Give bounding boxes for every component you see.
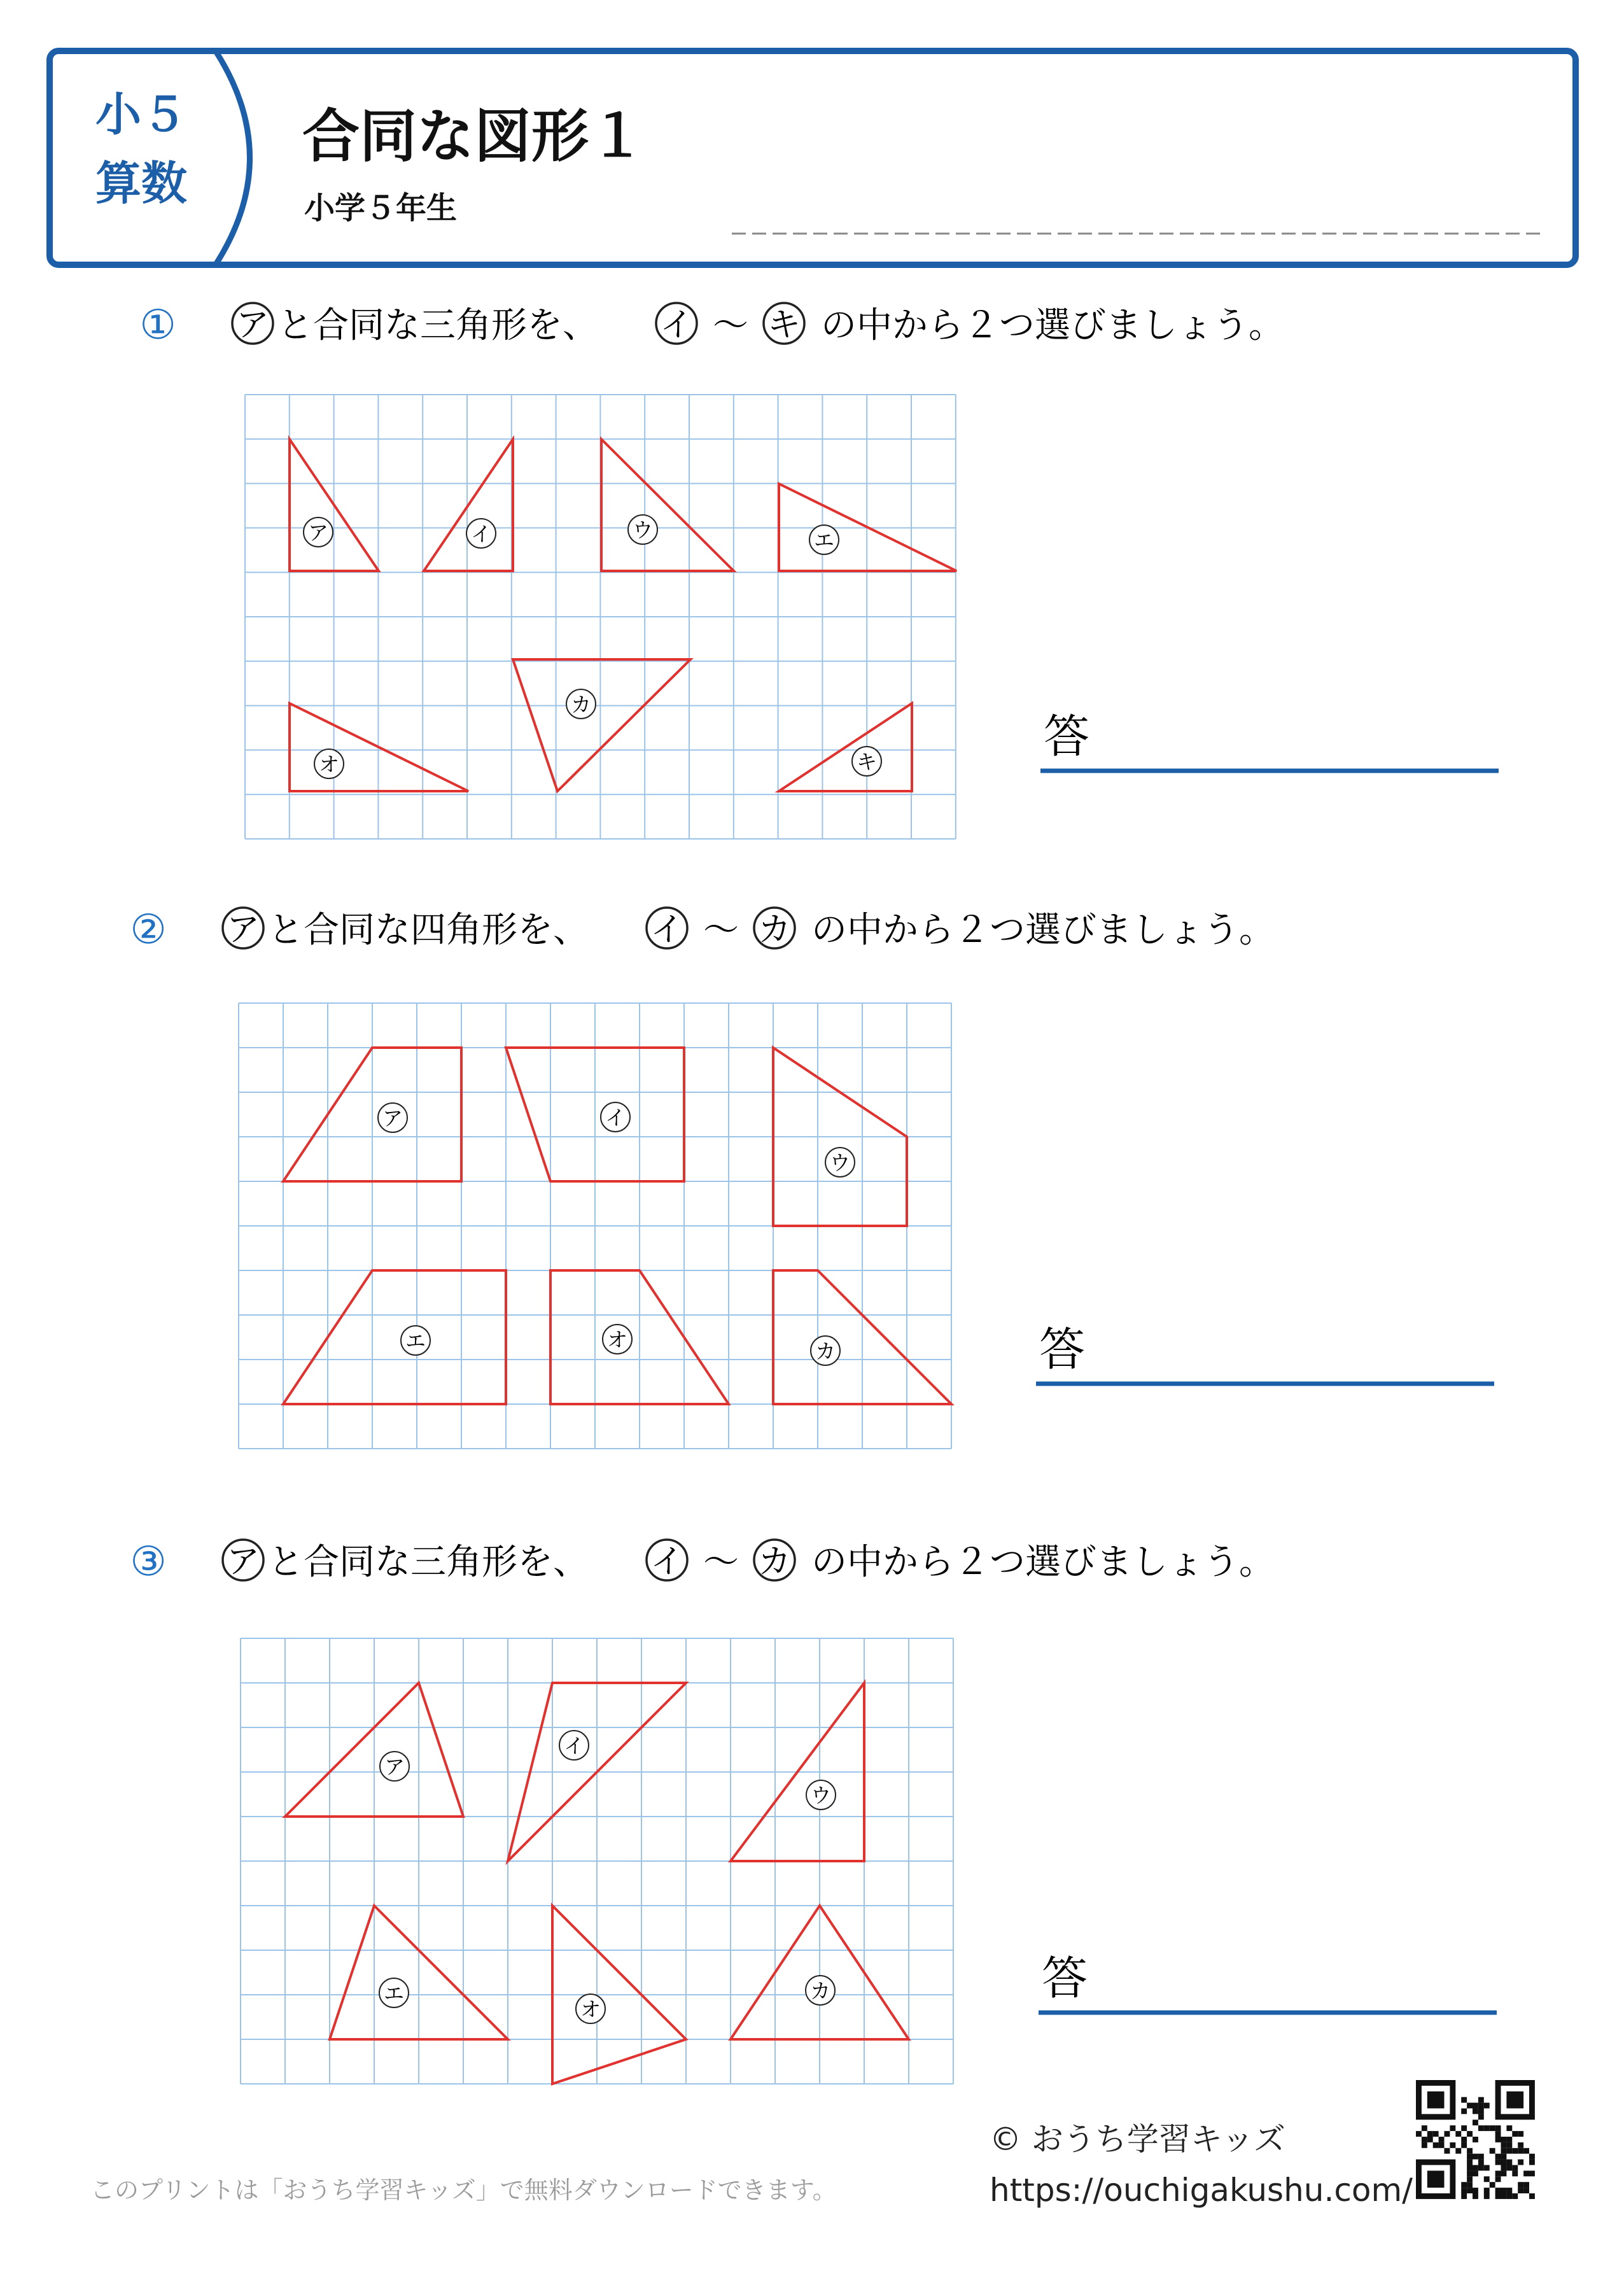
qr-module: [1506, 2188, 1512, 2193]
qr-module: [1495, 2154, 1501, 2160]
qr-module: [1512, 2170, 1518, 2176]
question-text: の中から２つ選びましょう。: [811, 1542, 1275, 1583]
range-tilde: ～: [703, 1542, 739, 1583]
qr-module: [1512, 2131, 1518, 2137]
qr-module: [1461, 2188, 1467, 2193]
shape-ka: [513, 659, 690, 791]
subject-badge: 算数: [95, 157, 188, 210]
qr-module: [1506, 2160, 1512, 2165]
qr-module: [1473, 2120, 1478, 2125]
qr-module: [1518, 2188, 1523, 2193]
qr-module: [1501, 2188, 1507, 2193]
qr-module: [1501, 2148, 1507, 2154]
qr-module: [1512, 2193, 1518, 2199]
qr-module: [1467, 2170, 1473, 2176]
shape-label: エ: [813, 528, 835, 552]
qr-module: [1473, 2170, 1478, 2176]
qr-module: [1478, 2165, 1484, 2171]
header: [50, 51, 1576, 265]
qr-module: [1501, 2154, 1507, 2160]
qr-module: [1467, 2160, 1473, 2165]
footer: [90, 2080, 1535, 2209]
qr-module: [1506, 2148, 1512, 2154]
qr-module: [1495, 2160, 1501, 2165]
qr-module: [1467, 2182, 1473, 2188]
shape-label: ウ: [632, 518, 654, 542]
question-3: [130, 1538, 1497, 2084]
qr-module: [1478, 2097, 1484, 2103]
qr-module: [1523, 2170, 1529, 2176]
qr-module: [1433, 2131, 1439, 2137]
qr-module: [1490, 2182, 1495, 2188]
qr-module: [1512, 2165, 1518, 2171]
shape-label: オ: [318, 752, 340, 777]
shape-label: ア: [382, 1106, 403, 1130]
shape-label: イ: [605, 1106, 626, 1130]
question-2: [130, 906, 1494, 1449]
qr-module: [1501, 2170, 1507, 2176]
range-tilde: ～: [713, 305, 748, 346]
page-title: 合同な図形１: [302, 103, 646, 170]
qr-module: [1473, 2109, 1478, 2114]
page-subtitle: 小学５年生: [304, 190, 458, 226]
copyright: © おうち学習キッズ: [990, 2121, 1285, 2158]
qr-module: [1518, 2142, 1523, 2148]
qr-module: [1422, 2125, 1427, 2131]
qr-module: [1495, 2176, 1501, 2182]
qr-module: [1501, 2165, 1507, 2171]
shape-label: ア: [307, 521, 329, 545]
question-number: ②: [130, 906, 167, 953]
question-text: と合同な四角形を、: [268, 910, 589, 951]
shape-ki: [779, 703, 912, 791]
qr-module: [1518, 2148, 1523, 2154]
qr-module: [1455, 2131, 1461, 2137]
qr-module: [1523, 2148, 1529, 2154]
circled-letter: ア: [226, 911, 260, 949]
circled-letter: カ: [757, 911, 792, 949]
qr-module: [1450, 2125, 1455, 2131]
qr-module: [1461, 2142, 1467, 2148]
question-1: [139, 302, 1499, 839]
shape-label: キ: [856, 750, 878, 774]
qr-module: [1478, 2125, 1484, 2131]
qr-module: [1461, 2097, 1467, 2103]
qr-module: [1484, 2176, 1490, 2182]
answer-label: 答: [1044, 710, 1090, 763]
circled-letter: キ: [767, 306, 801, 344]
range-tilde: ～: [703, 910, 739, 951]
header-badge-divider: [216, 52, 250, 264]
qr-module: [1506, 2125, 1512, 2131]
qr-module: [1495, 2193, 1501, 2199]
shape-label: カ: [815, 1339, 836, 1363]
download-note: このプリントは「おうち学習キッズ」で無料ダウンロードできます。: [90, 2176, 837, 2204]
qr-module: [1455, 2148, 1461, 2154]
qr-module: [1490, 2125, 1495, 2131]
qr-module: [1529, 2154, 1535, 2160]
question-text: と合同な三角形を、: [277, 305, 598, 346]
answer-label: 答: [1039, 1323, 1086, 1376]
qr-module: [1467, 2148, 1473, 2154]
qr-module: [1467, 2165, 1473, 2171]
qr-module: [1467, 2154, 1473, 2160]
qr-module: [1473, 2137, 1478, 2142]
question-text: と合同な三角形を、: [268, 1542, 589, 1583]
qr-module: [1495, 2137, 1501, 2142]
grade-badge: 小５: [95, 88, 188, 141]
shape-label: ウ: [810, 1783, 832, 1808]
qr-module: [1439, 2137, 1445, 2142]
circled-letter: イ: [650, 1543, 684, 1581]
qr-module: [1523, 2188, 1529, 2193]
qr-module: [1478, 2103, 1484, 2109]
qr-module: [1461, 2137, 1467, 2142]
qr-module: [1473, 2193, 1478, 2199]
qr-module: [1467, 2188, 1473, 2193]
qr-module: [1433, 2142, 1439, 2148]
qr-module: [1461, 2193, 1467, 2199]
qr-module: [1506, 2142, 1512, 2148]
qr-module: [1506, 2092, 1523, 2109]
qr-module: [1450, 2142, 1455, 2148]
qr-module: [1506, 2193, 1512, 2199]
qr-module: [1484, 2125, 1490, 2131]
qr-module: [1529, 2193, 1535, 2199]
qr-module: [1506, 2165, 1512, 2171]
qr-module: [1467, 2176, 1473, 2182]
qr-module: [1495, 2170, 1501, 2176]
shape-label: ア: [384, 1755, 405, 1779]
circled-letter: イ: [659, 306, 694, 344]
shape-i: [424, 439, 513, 571]
qr-module: [1467, 2131, 1473, 2137]
qr-module: [1523, 2182, 1529, 2188]
answer-label: 答: [1042, 1951, 1088, 2005]
circled-letter: ア: [226, 1543, 260, 1581]
qr-module: [1473, 2188, 1478, 2193]
qr-module: [1529, 2160, 1535, 2165]
qr-module: [1422, 2142, 1427, 2148]
qr-module: [1529, 2170, 1535, 2176]
qr-module: [1495, 2125, 1501, 2131]
qr-module: [1484, 2188, 1490, 2193]
qr-module: [1501, 2160, 1507, 2165]
question-text: の中から２つ選びましょう。: [821, 305, 1284, 346]
qr-module: [1478, 2160, 1484, 2165]
shape-o: [290, 703, 468, 791]
site-url-link[interactable]: https://ouchigakushu.com/: [990, 2172, 1413, 2209]
qr-module: [1461, 2109, 1467, 2114]
shape-label: カ: [570, 693, 592, 717]
shape-label: エ: [405, 1329, 426, 1353]
qr-module: [1461, 2182, 1467, 2188]
shape-label: イ: [470, 522, 492, 546]
shape-label: イ: [563, 1734, 585, 1758]
qr-module: [1427, 2137, 1433, 2142]
circled-letter: カ: [757, 1543, 792, 1581]
qr-module: [1518, 2160, 1523, 2165]
qr-module: [1416, 2131, 1422, 2137]
shape-u: [601, 439, 734, 571]
qr-module: [1473, 2154, 1478, 2160]
shape-label: ウ: [829, 1151, 851, 1175]
shape-label: オ: [580, 1997, 601, 2021]
shape-label: カ: [809, 1979, 831, 2003]
qr-module: [1478, 2109, 1484, 2114]
qr-module: [1427, 2092, 1445, 2109]
qr-code-icon: [1416, 2080, 1535, 2199]
qr-module: [1473, 2165, 1478, 2171]
qr-module: [1427, 2131, 1433, 2137]
circled-letter: ア: [235, 306, 270, 344]
qr-module: [1518, 2182, 1523, 2188]
qr-module: [1445, 2131, 1450, 2137]
shape-label: エ: [383, 1981, 405, 2006]
qr-module: [1501, 2193, 1507, 2199]
shape-e: [283, 1270, 506, 1404]
qr-module: [1518, 2131, 1523, 2137]
qr-module: [1461, 2125, 1467, 2131]
qr-module: [1445, 2148, 1450, 2154]
qr-module: [1427, 2170, 1445, 2188]
qr-module: [1467, 2103, 1473, 2109]
qr-module: [1478, 2114, 1484, 2120]
shape-label: オ: [606, 1328, 628, 1352]
question-text: の中から２つ選びましょう。: [811, 910, 1275, 951]
qr-module: [1484, 2165, 1490, 2171]
qr-module: [1422, 2137, 1427, 2142]
question-number: ③: [130, 1538, 167, 1585]
qr-module: [1501, 2142, 1507, 2148]
question-number: ①: [139, 302, 176, 349]
qr-module: [1478, 2154, 1484, 2160]
qr-module: [1512, 2148, 1518, 2154]
qr-module: [1501, 2137, 1507, 2142]
qr-module: [1473, 2103, 1478, 2109]
qr-module: [1506, 2137, 1512, 2142]
qr-module: [1439, 2142, 1445, 2148]
qr-module: [1490, 2148, 1495, 2154]
qr-module: [1495, 2188, 1501, 2193]
qr-module: [1484, 2103, 1490, 2109]
qr-module: [1484, 2193, 1490, 2199]
circled-letter: イ: [650, 911, 684, 949]
qr-module: [1495, 2131, 1501, 2137]
